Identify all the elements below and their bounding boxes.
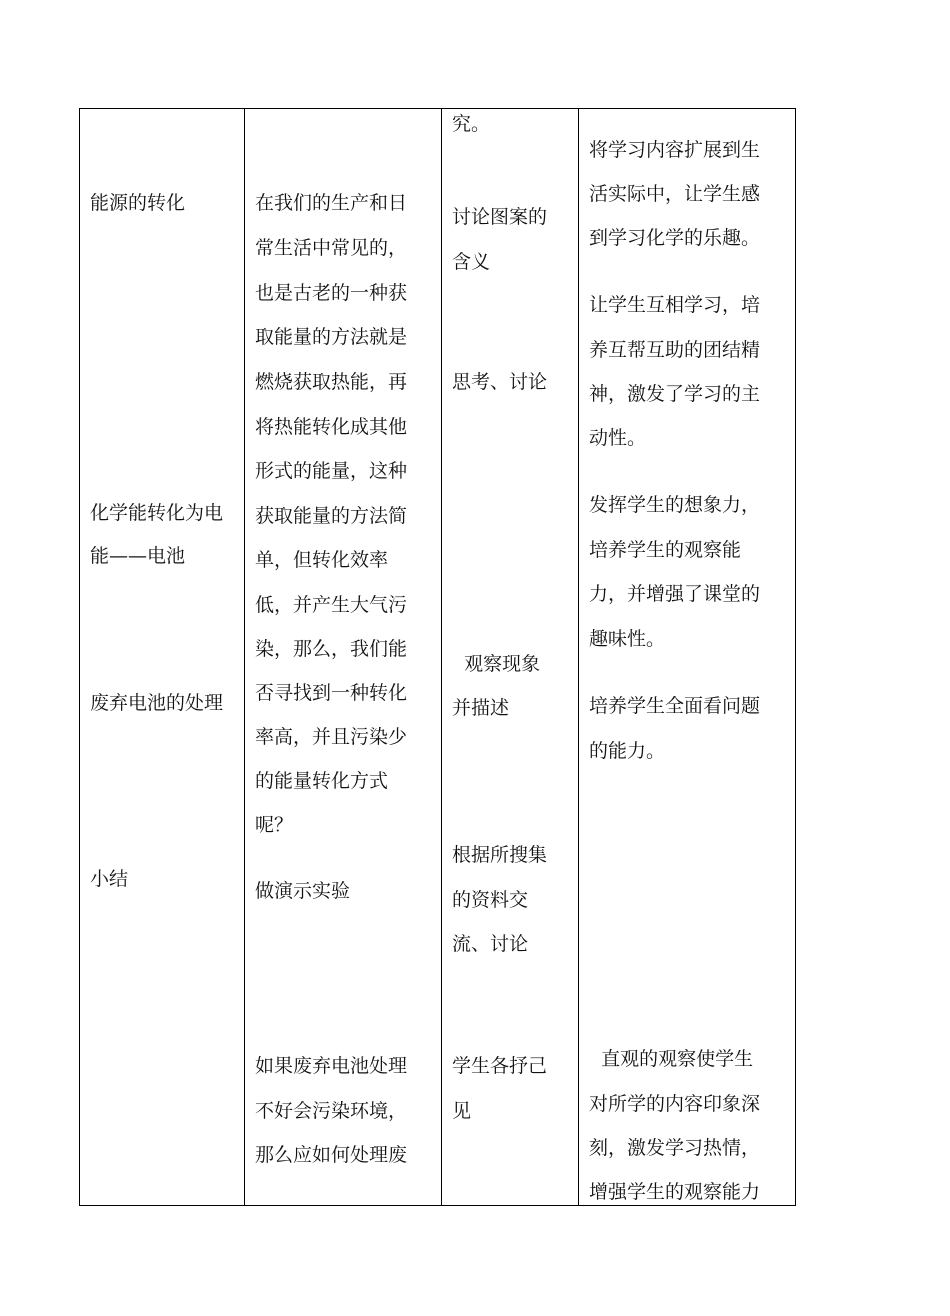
- teacher-text: 那么应如何处理废: [255, 1144, 408, 1166]
- student-text: 并描述: [452, 697, 510, 719]
- segment-text: 废弃电池的处理: [90, 692, 224, 714]
- teacher-text: 获取能量的方法简: [255, 505, 408, 527]
- intent-text: 发挥学生的想象力，: [589, 494, 761, 516]
- intent-text: 让学生互相学习，培: [589, 294, 761, 316]
- segment-text: 能——电池: [90, 545, 186, 567]
- segment-text: 能源的转化: [90, 192, 186, 214]
- student-text: 根据所搜集: [452, 844, 548, 866]
- intent-text: 的能力。: [589, 740, 666, 762]
- segment-text: 小结: [90, 868, 129, 890]
- intent-text: 增强学生的观察能力: [589, 1181, 761, 1203]
- intent-text: 力，并增强了课堂的: [589, 583, 761, 605]
- student-text: 思考、讨论: [452, 371, 548, 393]
- teacher-text: 低，并产生大气污: [255, 594, 408, 616]
- teacher-text: 常生活中常见的，: [255, 237, 408, 259]
- teacher-text: 取能量的方法就是: [255, 326, 408, 348]
- segment-text: 化学能转化为电: [90, 502, 224, 524]
- student-text: 含义: [452, 251, 491, 273]
- teacher-text: 燃烧获取热能，再: [255, 371, 408, 393]
- teacher-text: 不好会污染环境，: [255, 1100, 408, 1122]
- teacher-text: 否寻找到一种转化: [255, 682, 408, 704]
- teacher-text: 做演示实验: [255, 880, 351, 902]
- student-text: 讨论图案的: [452, 206, 548, 228]
- teacher-text: 将热能转化成其他: [255, 416, 408, 438]
- teacher-text: 呢？: [255, 814, 294, 836]
- intent-text: 对所学的内容印象深: [589, 1093, 761, 1115]
- student-text: 观察现象: [452, 653, 541, 675]
- intent-text: 活实际中，让学生感: [589, 183, 761, 205]
- lesson-plan-table: [79, 108, 796, 1206]
- teacher-text: 的能量转化方式: [255, 770, 389, 792]
- student-text: 流、讨论: [452, 933, 529, 955]
- intent-text: 养互帮互助的团结精: [589, 339, 761, 361]
- intent-text: 培养学生全面看问题: [589, 695, 761, 717]
- teacher-text: 单，但转化效率: [255, 549, 389, 571]
- teacher-text: 如果废弃电池处理: [255, 1055, 408, 1077]
- segment-column: [80, 109, 244, 1205]
- intent-text: 将学习内容扩展到生: [589, 139, 761, 161]
- teacher-text: 染，那么，我们能: [255, 638, 408, 660]
- student-activity-column: [442, 109, 578, 1205]
- student-text: 的资料交: [452, 889, 529, 911]
- design-intent-column: [579, 109, 796, 1205]
- intent-text: 神，激发了学习的主: [589, 383, 761, 405]
- intent-text: 培养学生的观察能: [589, 539, 742, 561]
- intent-text: 直观的观察使学生: [589, 1048, 754, 1070]
- intent-text: 到学习化学的乐趣。: [589, 227, 761, 249]
- student-text: 究。: [452, 113, 491, 135]
- teacher-text: 率高，并且污染少: [255, 726, 408, 748]
- student-text: 见: [452, 1100, 472, 1122]
- teacher-activity-column: [245, 109, 441, 1205]
- intent-text: 动性。: [589, 427, 647, 449]
- teacher-text: 在我们的生产和日: [255, 192, 408, 214]
- student-text: 学生各抒己: [452, 1055, 548, 1077]
- intent-text: 趣味性。: [589, 628, 666, 650]
- teacher-text: 形式的能量，这种: [255, 460, 408, 482]
- teacher-text: 也是古老的一种获: [255, 282, 408, 304]
- intent-text: 刻，激发学习热情，: [589, 1137, 761, 1159]
